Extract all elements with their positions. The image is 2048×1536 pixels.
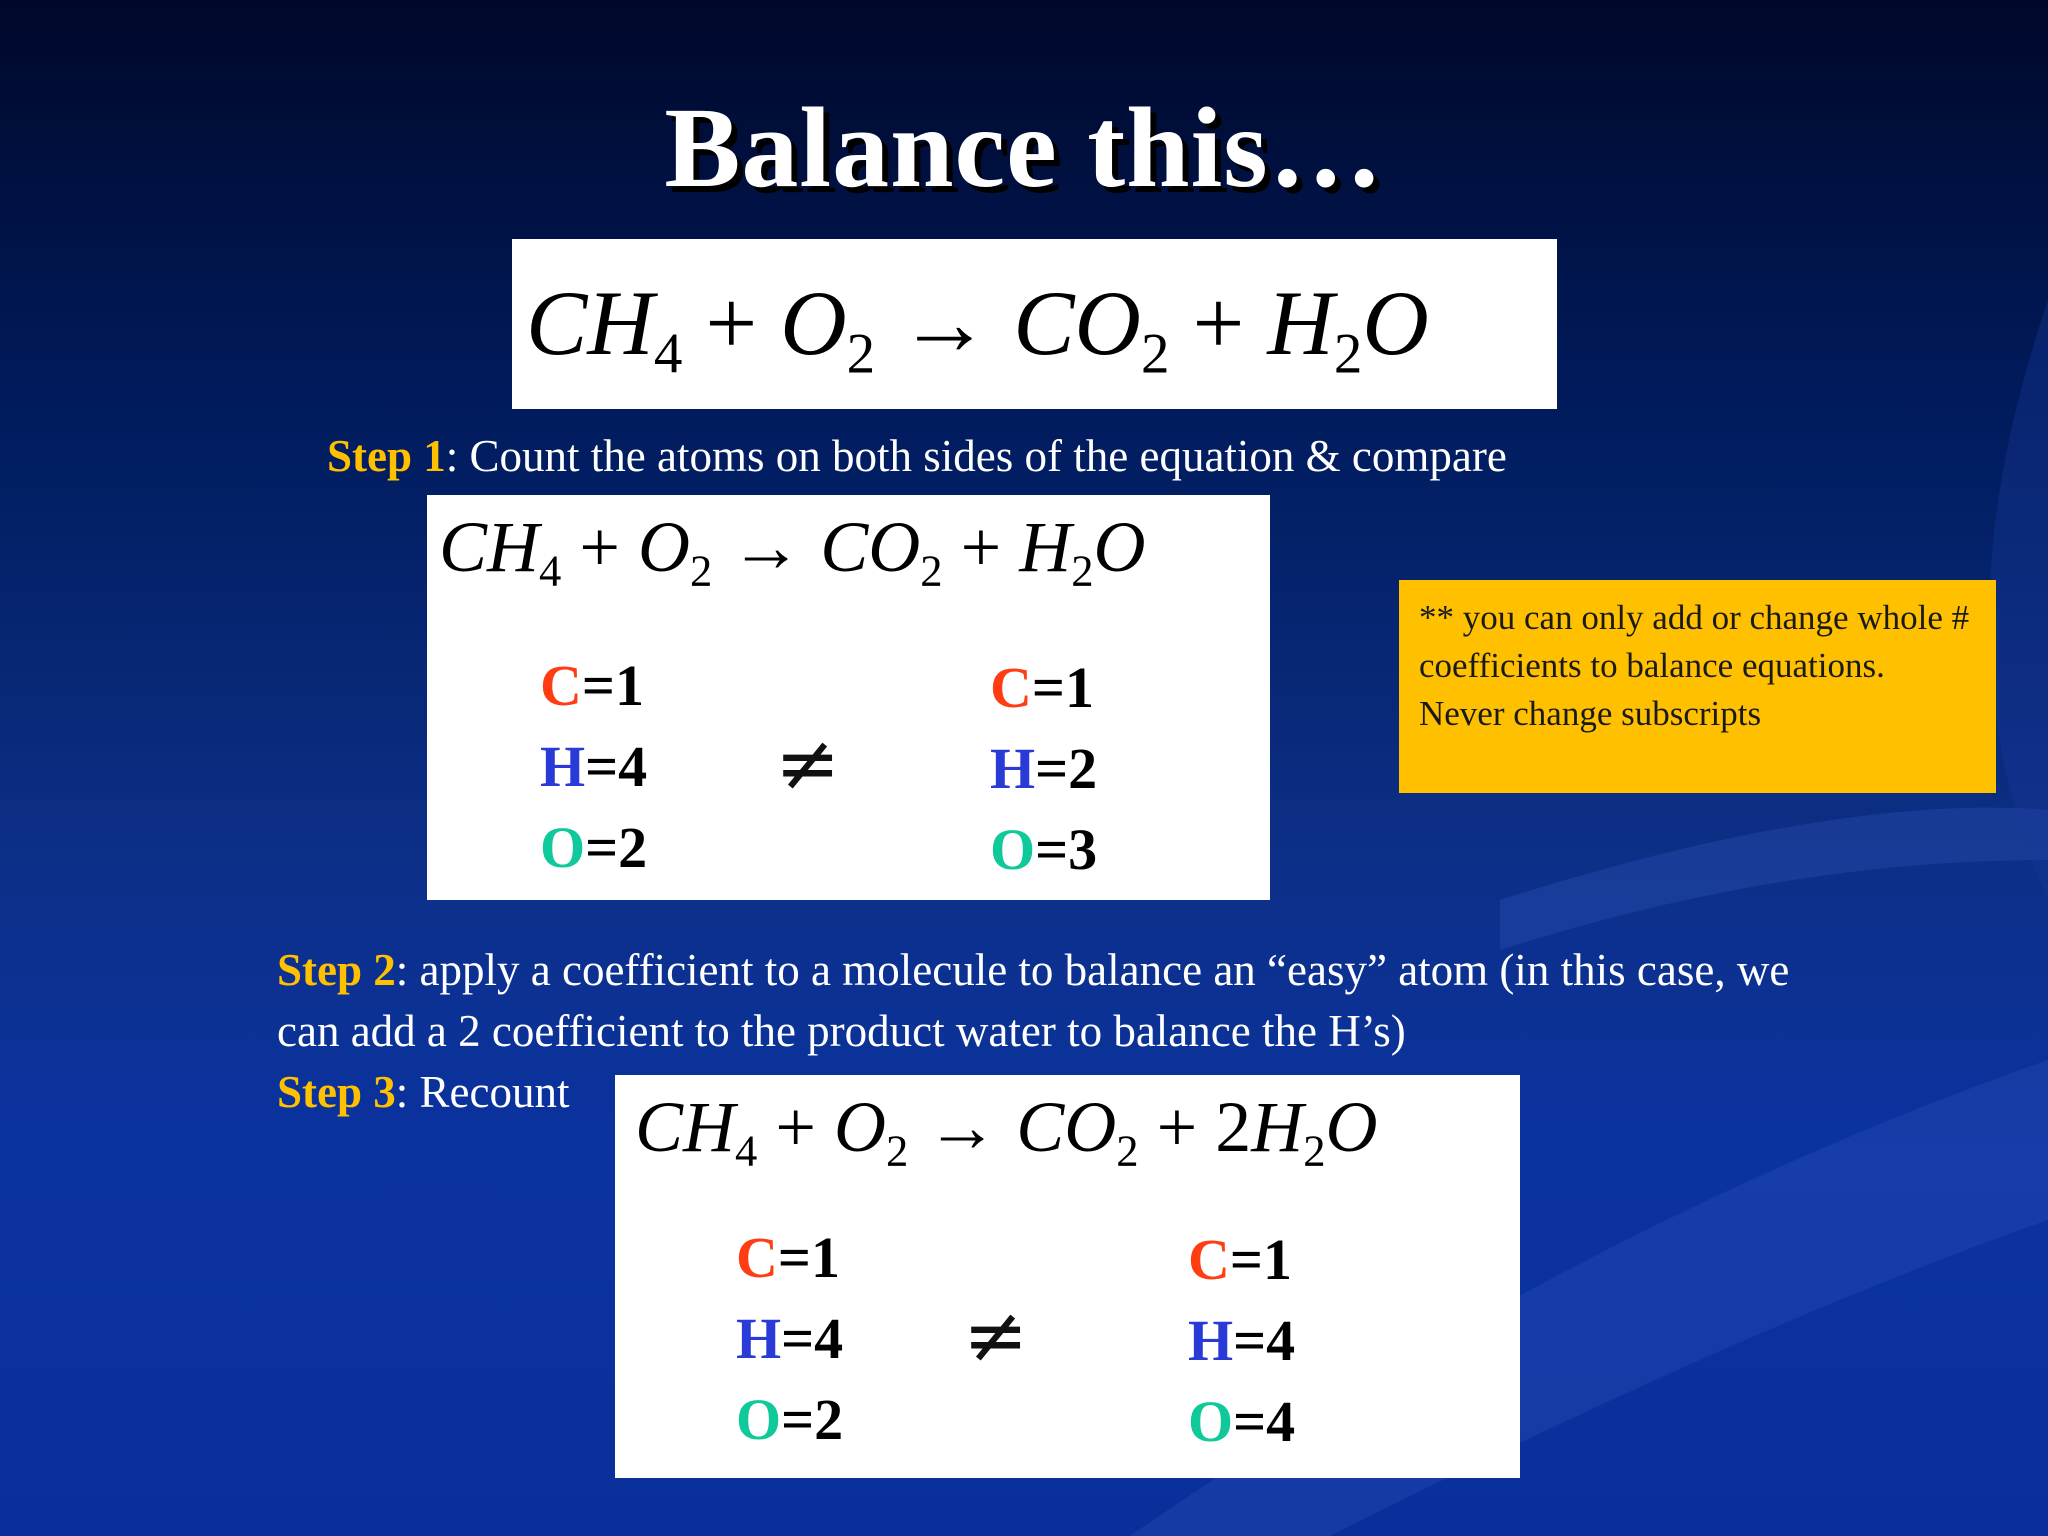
subscript: 2: [885, 1125, 909, 1176]
product-hydrogen-count: H=4: [1188, 1308, 1296, 1373]
arrow-icon: →: [926, 1087, 999, 1167]
product-2: H: [1251, 1087, 1304, 1167]
arrow-icon: →: [898, 272, 991, 374]
subscript: 2: [1071, 545, 1094, 596]
plus-sign: +: [775, 1087, 816, 1167]
equation-box-1: [439, 507, 1146, 596]
reactant-carbon-count: C=1: [736, 1225, 840, 1290]
main-equation: [526, 272, 1429, 386]
reactant-2: O: [780, 272, 847, 374]
product-2: H: [1019, 507, 1072, 587]
coefficient: 2: [1215, 1087, 1252, 1167]
step-2-label: Step 2: [277, 945, 396, 995]
plus-sign: +: [705, 272, 758, 374]
subscript: 2: [1141, 322, 1170, 386]
reactant-hydrogen-count: H=4: [736, 1306, 844, 1371]
product-1: CO: [1013, 272, 1141, 374]
subscript: 4: [539, 545, 562, 596]
atom-count-box-1: [427, 495, 1270, 900]
subscript: 2: [920, 545, 943, 596]
reactant-hydrogen-count: H=4: [540, 734, 648, 799]
slide-title: Balance this…: [664, 84, 1384, 211]
reactant-2: O: [833, 1087, 886, 1167]
product-oxygen-count: O=4: [1188, 1389, 1296, 1454]
reactant-1: CH: [439, 507, 540, 587]
main-equation-box: [512, 239, 1557, 409]
reactant-1: CH: [635, 1087, 736, 1167]
reactant-carbon-count: C=1: [540, 653, 644, 718]
subscript: 2: [1303, 1125, 1326, 1176]
reactant-2: O: [637, 507, 690, 587]
subscript: 2: [1116, 1125, 1139, 1176]
plus-sign: +: [579, 507, 620, 587]
subscript: 4: [735, 1125, 758, 1176]
product-carbon-count: C=1: [1188, 1227, 1292, 1292]
step-1-text: : Count the atoms on both sides of the equation & compare: [445, 431, 1507, 481]
product-oxygen-count: O=3: [990, 817, 1098, 882]
product-2-tail: O: [1362, 272, 1429, 374]
note-callout: ** you can only add or change whole # coefficients to balance equations. Never change subscripts: [1399, 580, 1996, 793]
product-1: CO: [820, 507, 921, 587]
equation-box-2: [635, 1087, 1378, 1176]
arrow-icon: →: [730, 507, 803, 587]
reactant-oxygen-count: O=2: [540, 815, 648, 880]
reactant-1: CH: [526, 272, 654, 374]
subscript: 2: [689, 545, 713, 596]
not-equal-icon: ≠: [963, 1291, 1029, 1381]
plus-sign: +: [960, 507, 1002, 587]
atom-count-box-2: [615, 1075, 1520, 1478]
subscript: 2: [846, 322, 876, 386]
step-3: [277, 1062, 569, 1123]
step-1: [327, 426, 1507, 487]
product-2-tail: O: [1325, 1087, 1378, 1167]
subscript: 4: [653, 322, 683, 386]
step-2: [277, 940, 1817, 1062]
step-1-label: Step 1: [327, 431, 446, 481]
product-carbon-count: C=1: [990, 655, 1094, 720]
step-3-text: : Recount: [395, 1067, 570, 1117]
plus-sign: +: [1156, 1087, 1198, 1167]
product-hydrogen-count: H=2: [990, 736, 1098, 801]
product-1: CO: [1016, 1087, 1117, 1167]
product-2: H: [1267, 272, 1334, 374]
product-2-tail: O: [1093, 507, 1146, 587]
reactant-oxygen-count: O=2: [736, 1387, 844, 1452]
not-equal-icon: ≠: [775, 719, 841, 809]
step-3-label: Step 3: [277, 1067, 396, 1117]
plus-sign: +: [1192, 272, 1245, 374]
subscript: 2: [1333, 322, 1363, 386]
step-2-text: : apply a coefficient to a molecule to balance an “easy” atom (in this case, we can add a 2 coefficient to the product water to balance the H’s): [277, 945, 1790, 1056]
